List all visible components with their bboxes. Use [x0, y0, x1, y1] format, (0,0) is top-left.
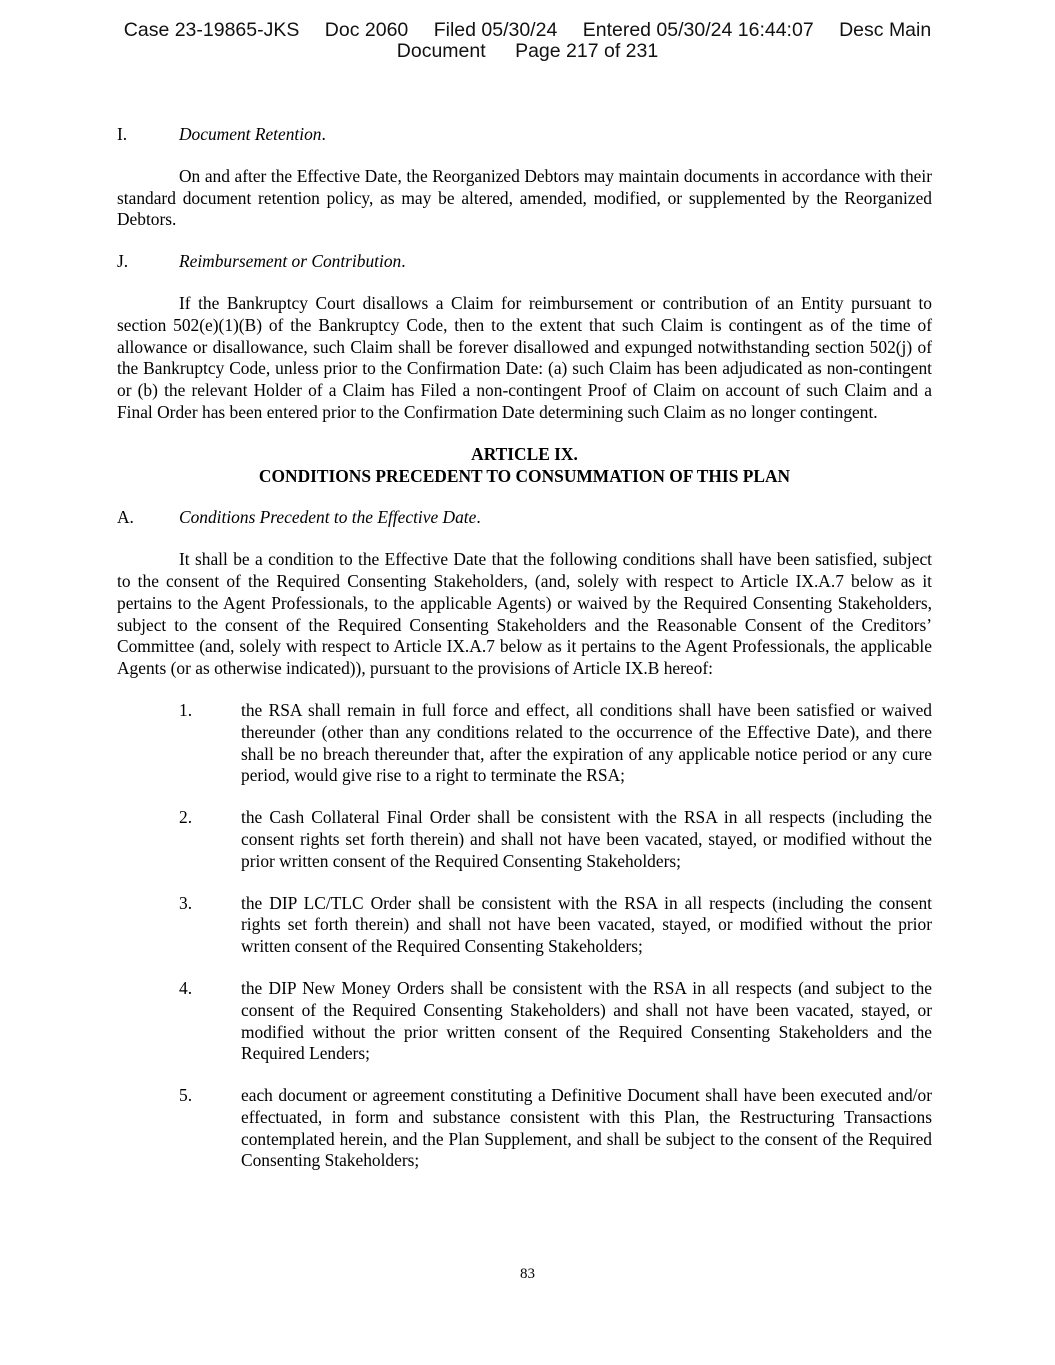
section-title: Reimbursement or Contribution — [179, 251, 402, 272]
list-item-number: 3. — [179, 892, 193, 913]
section-title: Conditions Precedent to the Effective Date — [179, 507, 477, 528]
section-j-paragraph: If the Bankruptcy Court disallows a Claim for reimbursement or contribution of an Entity pursuant to section 502(e)(1)(B) of the Bankruptcy Code, then to the extent that such Claim is contingent as of the time of allowance or disallowance, such Claim shall be forever disallowed and expunged notwithstanding section 502(j) of the Bankruptcy Code, unless prior to the Confirmation Date: (a) such Claim has been adjudicated as non-contingent or (b) the relevant Holder of a Claim has Filed a non-contingent Proof of Claim on account of such Claim and a Final Order has been entered prior to the Confirmation Date determining such Claim as no longer contingent. — [117, 292, 932, 422]
filing-header — [0, 20, 1055, 62]
case-number: Case 23-19865-JKS — [123, 19, 300, 41]
entered-date: Entered 05/30/24 16:44:07 — [582, 19, 814, 41]
list-item-number: 5. — [179, 1085, 193, 1106]
list-item — [179, 807, 932, 872]
section-number: J. — [117, 251, 129, 272]
section-number: A. — [117, 507, 134, 528]
section-number: I. — [117, 124, 128, 144]
document-label: Document — [396, 40, 486, 62]
filing-header-line-2 — [0, 41, 1055, 62]
section-title: Document Retention — [179, 124, 322, 144]
section-a-paragraph: It shall be a condition to the Effective Date that the following conditions shall have been satisfied, subject to the consent of the Required Consenting Stakeholders, (and, solely with respect to Article IX.A.7 below as it pertains to the Agent Professionals, to the applicable Agents) or waived by the Required Consenting Stakeholders, subject to the consent of the Required Consenting Stakeholders and the Reasonable Consent of the Creditors’ Committee (and, solely with respect to Article IX.A.7 below as it pertains to the Agent Professionals, the applicable Agents (or as otherwise indicated)), pursuant to the provisions of Article IX.B hereof: — [117, 549, 932, 679]
list-item-text: each document or agreement constituting a Definitive Document shall have been executed and/or effectuated, in form and substance consistent with this Plan, the Restructuring Transactions contemplated herein, and the Plan Supplement, and shall be subject to the consent of the Required Consenting Stakeholders; — [241, 1085, 932, 1171]
filing-header-line-1 — [0, 20, 1055, 41]
section-heading-j: J. Reimbursement or Contribution. — [117, 251, 406, 272]
section-heading-i: I. Document Retention. — [117, 124, 326, 144]
list-item-number: 1. — [179, 699, 193, 720]
list-item — [179, 700, 932, 787]
list-item-number: 2. — [179, 807, 193, 828]
article-number: ARTICLE IX. — [471, 443, 578, 464]
list-item — [179, 893, 932, 958]
list-item-text: the RSA shall remain in full force and effect, all conditions shall have been satisfied or waived thereunder (other than any conditions related to the occurrence of the Effective Date), and there shall be no breach thereunder that, after the expiration of any applicable notice period or any cure period, would give rise to a right to terminate the RSA; — [241, 699, 932, 786]
list-item-number: 4. — [179, 977, 193, 998]
list-item — [179, 978, 932, 1065]
article-heading — [117, 444, 932, 488]
doc-number: Doc 2060 — [324, 19, 409, 41]
desc-main: Desc Main — [839, 19, 932, 41]
document-body — [117, 124, 932, 1192]
list-item-text: the DIP New Money Orders shall be consistent with the RSA in all respects (and subject to the consent of the Required Consenting Stakeholders) and shall not have been vacated, stayed, or modified without the prior written consent of the Required Consenting Stakeholders and the Required Lenders; — [241, 977, 932, 1064]
list-item — [179, 1085, 932, 1172]
section-heading-a: A. Conditions Precedent to the Effective Date. — [117, 507, 481, 528]
page-number: 83 — [520, 1266, 535, 1282]
section-i-paragraph: On and after the Effective Date, the Reorganized Debtors may maintain documents in accordance with their standard document retention policy, as may be altered, amended, modified, or supplemented by the Reorganized Debtors. — [117, 165, 932, 230]
page-count: Page 217 of 231 — [515, 40, 659, 62]
article-title: CONDITIONS PRECEDENT TO CONSUMMATION OF THIS PLAN — [258, 465, 791, 486]
list-item-text: the Cash Collateral Final Order shall be consistent with the RSA in all respects (including the consent rights set forth therein) and shall not have been vacated, stayed, or modified without the prior written consent of the Required Consenting Stakeholders; — [241, 807, 932, 871]
conditions-list — [117, 700, 932, 1172]
list-item-text: the DIP LC/TLC Order shall be consistent with the RSA in all respects (including the consent rights set forth therein) and shall not have been vacated, stayed, or modified without the prior written consent of the Required Consenting Stakeholders; — [241, 892, 932, 957]
filed-date: Filed 05/30/24 — [433, 19, 558, 41]
